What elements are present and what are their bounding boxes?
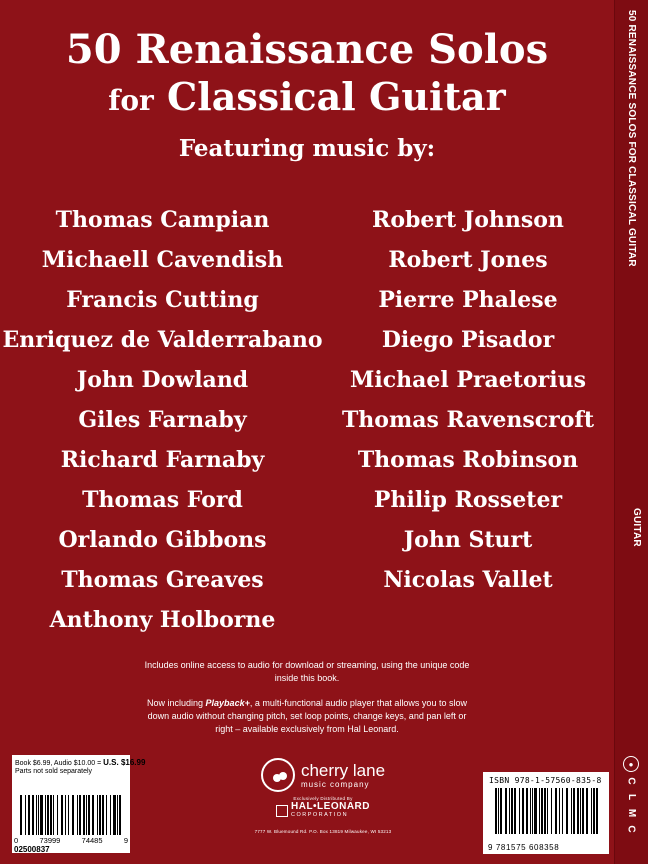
spine-logo bbox=[622, 756, 640, 836]
upc-digit-group: 74485 bbox=[81, 836, 103, 845]
publisher-address: 7777 W. Bluemound Rd. P.O. Box 13819 Milwaukee, WI 53213 bbox=[254, 829, 392, 834]
hal-leonard-name: HAL•LEONARD bbox=[291, 801, 370, 812]
composer-name: Philip Rosseter bbox=[373, 487, 563, 513]
spine-title: 50 RENAISSANCE SOLOS FOR CLASSICAL GUITAR bbox=[626, 10, 637, 267]
composer-list-right bbox=[318, 204, 618, 604]
hal-leonard-sub: CORPORATION bbox=[291, 812, 349, 818]
upc-digits bbox=[14, 836, 128, 845]
upc-digit-group: 0 bbox=[14, 836, 19, 845]
publisher-name: cherry lane bbox=[300, 760, 386, 780]
composer-name: Richard Farnaby bbox=[60, 447, 265, 473]
title-line-1: 50 Renaissance Solos bbox=[65, 26, 549, 73]
composer-name: Giles Farnaby bbox=[78, 407, 247, 433]
upc-barcode bbox=[20, 795, 124, 835]
playback-note bbox=[140, 697, 474, 736]
upc-digit-group: 73999 bbox=[39, 836, 61, 845]
composer-name: John Dowland bbox=[76, 367, 249, 393]
cherry-icon bbox=[261, 758, 295, 792]
composer-name: Nicolas Vallet bbox=[383, 567, 553, 593]
playback-name: Playback+ bbox=[205, 698, 250, 708]
composer-name: Thomas Greaves bbox=[61, 567, 264, 593]
hal-leonard-logo bbox=[276, 802, 370, 820]
spine-category: GUITAR bbox=[631, 508, 642, 547]
composer-name: Enriquez de Valderrabano bbox=[2, 327, 323, 353]
composer-name: Pierre Phalese bbox=[378, 287, 558, 313]
upc-digit-group: 9 bbox=[123, 836, 128, 845]
title-line-2 bbox=[0, 74, 614, 119]
product-code: 02500837 bbox=[14, 845, 50, 854]
parts-note: Parts not sold separately bbox=[15, 768, 93, 775]
hal-leonard-icon bbox=[276, 805, 288, 817]
composer-name: Thomas Robinson bbox=[357, 447, 579, 473]
publisher-block bbox=[238, 758, 408, 852]
composer-name: Thomas Ford bbox=[82, 487, 243, 513]
spine-logo-letter: C bbox=[625, 777, 637, 785]
cherry-lane-logo bbox=[238, 758, 408, 792]
cherry-circle-icon: ● bbox=[623, 756, 639, 772]
title-for: for bbox=[108, 84, 154, 117]
price-line bbox=[12, 755, 146, 767]
publisher-sub: music company bbox=[300, 779, 370, 789]
isbn-text: ISBN 978-1-57560-835-8 bbox=[489, 776, 602, 785]
composer-name: Francis Cutting bbox=[66, 287, 259, 313]
playback-note-pre: Now including bbox=[147, 698, 206, 708]
isbn-barcode-box bbox=[483, 772, 609, 854]
composer-name: John Sturt bbox=[403, 527, 533, 553]
price-breakdown: Book $6.99, Audio $10.00 = bbox=[15, 760, 104, 767]
ean-digits: 9 781575 608358 bbox=[488, 843, 560, 852]
price-total: U.S. $16.99 bbox=[103, 758, 146, 767]
composer-name: Diego Pisador bbox=[381, 327, 555, 353]
composer-name: Robert Johnson bbox=[372, 207, 564, 233]
composer-name: Thomas Campian bbox=[55, 207, 270, 233]
composer-name: Robert Jones bbox=[388, 247, 548, 273]
composer-name: Orlando Gibbons bbox=[58, 527, 267, 553]
title-classical-guitar: Classical Guitar bbox=[167, 74, 506, 119]
composer-name: Michael Praetorius bbox=[350, 367, 586, 393]
composer-name: Thomas Ravenscroft bbox=[341, 407, 595, 433]
spine-logo-letter: L bbox=[625, 793, 637, 801]
spine-logo-letter: M bbox=[626, 808, 637, 818]
playback-note-post: , a multi-functional audio player that allows you to slow down audio without changing pitch, set loop points, change keys, and pan left or right – available exclusively from Hal Leonard. bbox=[147, 698, 467, 734]
composer-name: Anthony Holborne bbox=[49, 607, 276, 633]
isbn-barcode bbox=[495, 788, 601, 834]
composer-list-left bbox=[0, 204, 325, 644]
distributed-by: Exclusively Distributed By bbox=[293, 796, 353, 801]
spine-logo-letter: C bbox=[625, 825, 637, 833]
featuring-heading: Featuring music by: bbox=[178, 135, 436, 162]
composer-name: Michaell Cavendish bbox=[41, 247, 284, 273]
price-barcode-box bbox=[12, 755, 146, 854]
online-access-note: Includes online access to audio for download or streaming, using the unique code inside this book. bbox=[144, 660, 470, 683]
